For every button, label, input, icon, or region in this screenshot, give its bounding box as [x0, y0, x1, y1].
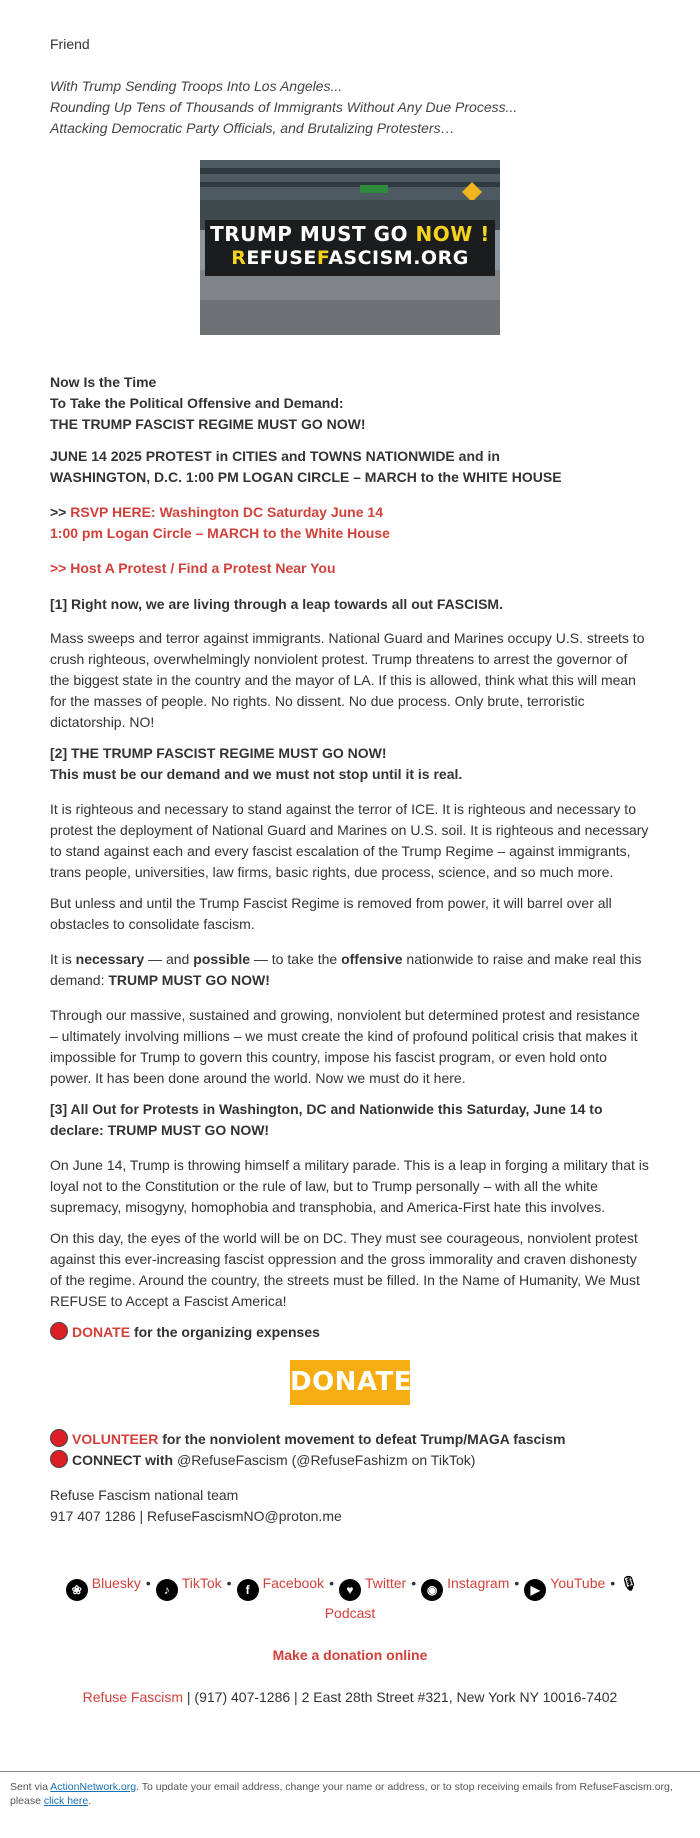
donate-line	[50, 1322, 650, 1343]
red-circle-icon	[50, 1429, 68, 1447]
host-block	[50, 558, 650, 579]
banner-ascism: ASCISM.ORG	[328, 247, 469, 269]
text-run-bold: necessary	[75, 951, 145, 967]
banner-f: F	[316, 247, 329, 269]
volunteer-link[interactable]: VOLUNTEER	[72, 1431, 159, 1447]
red-circle-icon	[50, 1450, 68, 1468]
unsubscribe-link[interactable]: click here	[43, 1795, 89, 1807]
hero-image[interactable]	[200, 160, 500, 335]
bullet-separator: •	[610, 1575, 616, 1591]
event-details	[50, 446, 650, 488]
rsvp-link[interactable]: RSVP HERE: Washington DC Saturday June 14	[70, 504, 383, 520]
text-run: It is	[50, 951, 76, 967]
section2-heading	[50, 743, 650, 785]
intro-line: Attacking Democratic Party Officials, and Brutalizing Protesters…	[50, 120, 455, 136]
banner-r: R	[231, 247, 247, 269]
connect-line	[50, 1450, 650, 1471]
host-prefix: >>	[50, 560, 71, 576]
bullet-separator: •	[226, 1575, 232, 1591]
section3-p2: On this day, the eyes of the world will be on DC. They must see courageous, nonviolent protest against this ever-increasing fascist oppression and the gross immorality and craven dishonesty of the regime. Around the country, the streets must be filled. In the Name of Humanity, We Must REFUSE to Accept a Fascist America!	[50, 1230, 640, 1309]
volunteer-line-text: for the nonviolent movement to defeat Trump/MAGA fascism	[158, 1431, 566, 1447]
section1-body: Mass sweeps and terror against immigrants. National Guard and Marines occupy U.S. streets to crush righteous, overwhelmingly nonviolent protest. Trump threatens to arrest the governor of the biggest state in the country and the mayor of LA. If this is allowed, think what this will mean for the masses of people. No rights. No dissent. No due process. Only brute, terroristic dictatorship. NO!	[50, 630, 645, 730]
facebook-link[interactable]: Facebook	[262, 1575, 325, 1591]
section2-p1: It is righteous and necessary to stand against the terror of ICE. It is righteous and necessary to protest the deployment of National Guard and Marines on U.S. soil. It is righteous and necessary to stand against each and every fascist escalation of the Trump Regime – against immigrants, trans people, universities, law firms, basic rights, due process, science, and so much more.	[50, 801, 649, 880]
headline-line: To Take the Political Offensive and Demand:	[50, 395, 344, 411]
bullet-separator: •	[329, 1575, 334, 1591]
instagram-link[interactable]: Instagram	[447, 1575, 510, 1591]
tiktok-link[interactable]: TikTok	[181, 1575, 222, 1591]
banner-line1: TRUMP MUST GO	[210, 222, 409, 246]
text-run-bold: offensive	[341, 951, 403, 967]
headline-line: THE TRUMP FASCIST REGIME MUST GO NOW!	[50, 416, 366, 432]
twitter-icon: ♥	[339, 1579, 361, 1601]
signature-team: Refuse Fascism national team	[50, 1487, 239, 1503]
footer-text: . To update your email address, change your name or address, or to stop receiving emails from RefuseFascism.org, please	[10, 1781, 673, 1807]
tiktok-icon: ♪	[156, 1579, 178, 1601]
social-links	[50, 1571, 650, 1625]
section1-heading: [1] Right now, we are living through a leap towards all out FASCISM.	[50, 596, 503, 612]
headline	[50, 372, 650, 435]
actionnetwork-link[interactable]: ActionNetwork.org	[50, 1781, 137, 1793]
instagram-icon: ◉	[421, 1579, 443, 1601]
youtube-link[interactable]: YouTube	[550, 1575, 606, 1591]
donate-line-text: for the organizing expenses	[130, 1324, 320, 1340]
event-line: JUNE 14 2025 PROTEST in CITIES and TOWNS NATIONWIDE and in	[50, 448, 500, 464]
footer-notice	[10, 1780, 690, 1808]
section2-p3	[50, 949, 650, 991]
event-line: WASHINGTON, D.C. 1:00 PM LOGAN CIRCLE – MARCH to the WHITE HOUSE	[50, 469, 562, 485]
section2-p2: But unless and until the Trump Fascist Regime is removed from power, it will barrel over all obstacles to consolidate fascism.	[50, 895, 612, 932]
section3-heading: [3] All Out for Protests in Washington, DC and Nationwide this Saturday, June 14 to declare: TRUMP MUST GO NOW!	[50, 1101, 603, 1138]
donation-online	[50, 1645, 650, 1666]
podcast-link[interactable]: Podcast	[324, 1605, 376, 1621]
section2-heading-line: [2] THE TRUMP FASCIST REGIME MUST GO NOW!	[50, 745, 387, 761]
org-footer	[50, 1687, 650, 1708]
facebook-icon: f	[237, 1579, 259, 1601]
bullet-separator: •	[514, 1575, 520, 1591]
greeting: Friend	[50, 36, 90, 52]
bluesky-link[interactable]: Bluesky	[91, 1575, 141, 1591]
banner-efuse: EFUSE	[246, 247, 317, 269]
headline-line: Now Is the Time	[50, 374, 157, 390]
red-circle-icon	[50, 1322, 68, 1340]
donation-online-link[interactable]: Make a donation online	[272, 1647, 428, 1663]
footer-divider	[0, 1771, 700, 1772]
signature	[50, 1485, 650, 1527]
banner-now: NOW !	[415, 222, 490, 246]
donate-button[interactable]: DONATE	[290, 1360, 410, 1405]
intro-lines	[50, 76, 517, 139]
rsvp-link-2[interactable]: 1:00 pm Logan Circle – MARCH to the White House	[50, 525, 390, 541]
donate-link[interactable]: DONATE	[72, 1324, 131, 1340]
bullet-separator: •	[145, 1575, 151, 1591]
connect-handle: @RefuseFascism (@RefuseFashizm on TikTok)	[173, 1452, 476, 1468]
youtube-icon: ▶	[524, 1579, 546, 1601]
volunteer-line	[50, 1429, 650, 1450]
bullet-separator: •	[411, 1575, 417, 1591]
text-run: — and	[144, 951, 194, 967]
host-protest-link[interactable]: Host A Protest / Find a Protest Near You	[70, 560, 336, 576]
footer-text: Sent via	[10, 1781, 51, 1793]
footer-text: .	[88, 1795, 92, 1807]
connect-label: CONNECT with	[72, 1452, 174, 1468]
twitter-link[interactable]: Twitter	[364, 1575, 407, 1591]
banner-text	[210, 222, 490, 270]
intro-line: Rounding Up Tens of Thousands of Immigrants Without Any Due Process...	[50, 99, 518, 115]
text-run-bold: possible	[193, 951, 251, 967]
org-link[interactable]: Refuse Fascism	[82, 1689, 184, 1705]
microphone-icon: 🎙	[620, 1575, 638, 1591]
rsvp-prefix: >>	[50, 504, 71, 520]
text-run: — to take the	[250, 951, 342, 967]
section3-p1: On June 14, Trump is throwing himself a military parade. This is a leap in forging a military that is loyal not to the Constitution or the rule of law, but to Trump personally – with all the white supremacy, misogyny, homophobia and transphobia, and America-First hate this involves.	[50, 1157, 649, 1215]
text-run-bold: TRUMP MUST GO NOW!	[108, 972, 270, 988]
bluesky-icon: ❀	[66, 1579, 88, 1601]
signature-contact: 917 407 1286 | RefuseFascismNO@proton.me	[50, 1508, 342, 1524]
section2-p4: Through our massive, sustained and growing, nonviolent but determined protest and resistance – ultimately involving millions – we must create the kind of profound political crisis that makes it impossible for Trump to govern this country, impose his fascist program, or even hold onto power. It has been done around the world. Now we must do it here.	[50, 1007, 640, 1086]
rsvp-block	[50, 502, 650, 544]
section2-heading-line: This must be our demand and we must not stop until it is real.	[50, 766, 463, 782]
org-details: | (917) 407-1286 | 2 East 28th Street #321, New York NY 10016-7402	[183, 1689, 618, 1705]
intro-line: With Trump Sending Troops Into Los Angeles...	[50, 78, 343, 94]
text-run: nationwide to raise and make real this demand:	[50, 951, 642, 988]
